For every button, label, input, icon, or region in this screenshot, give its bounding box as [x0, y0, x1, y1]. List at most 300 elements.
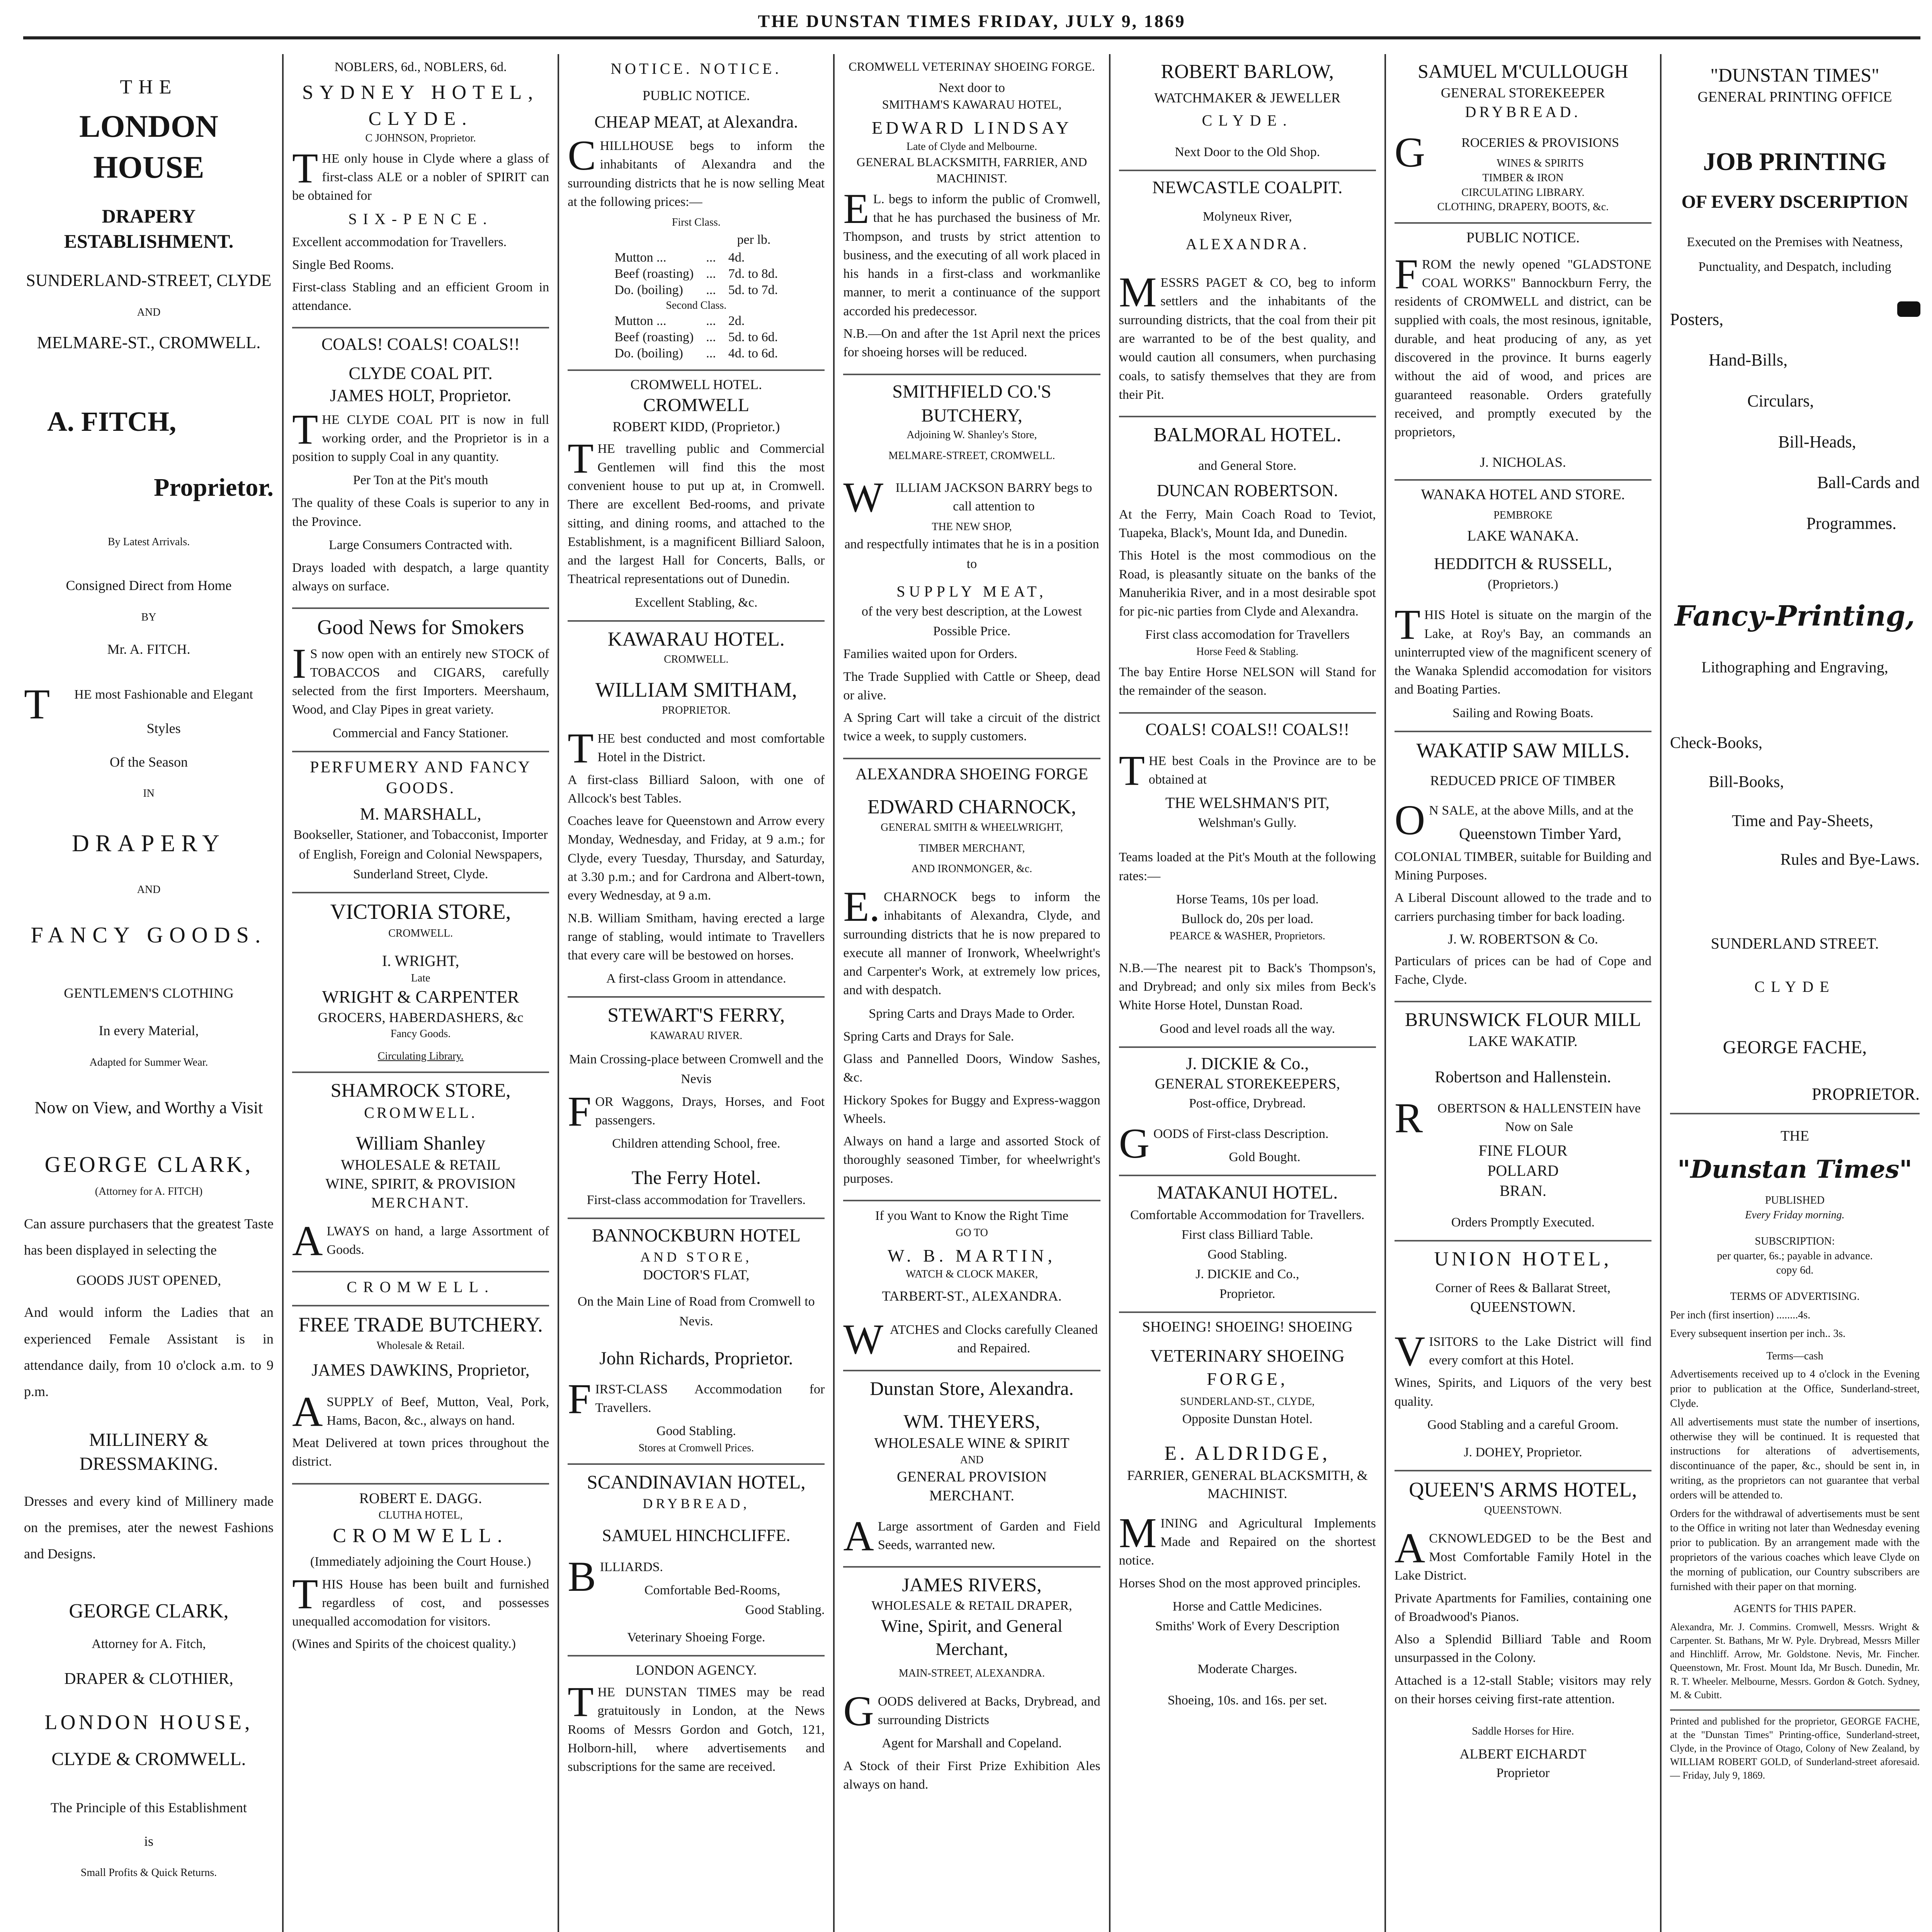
- ad-body: BILLIARDS.: [568, 1553, 663, 1600]
- ad-body: Teams loaded at the Pit's Mouth at the following rates:—: [1119, 850, 1376, 883]
- ad-body: (Wines and Spirits of the choicest quality.): [292, 1637, 516, 1651]
- ad-line: Orders Promptly Executed.: [1451, 1215, 1595, 1230]
- ad-line: TIMBER & IRON: [1482, 172, 1564, 184]
- ad-line: J. DICKIE and Co.,: [1196, 1267, 1299, 1281]
- ad-heading: EDWARD CHARNOCK,: [867, 796, 1077, 818]
- ad-heading: Dunstan Store, Alexandra.: [870, 1377, 1074, 1399]
- ad-line: PROPRIETOR.: [1811, 1084, 1920, 1104]
- ad-body: WILLIAM JACKSON BARRY begs to call attention to: [843, 473, 1092, 521]
- ad-line: Welshman's Gully.: [1198, 816, 1297, 830]
- ad-line: LAKE WANAKA.: [1467, 528, 1579, 544]
- ad-line: Proprietor.: [1219, 1286, 1276, 1301]
- ad-line: Good and level roads all the way.: [1160, 1021, 1335, 1036]
- ad-line: Queenstown Timber Yard,: [1459, 825, 1622, 842]
- welshmans-pit-ad: [1119, 714, 1376, 1048]
- ad-heading: WILLIAM SMITHAM,: [595, 678, 797, 702]
- price-dots: ...: [706, 282, 716, 297]
- price-row: [608, 266, 784, 282]
- ad-body: WATCHES and Clocks carefully Cleaned and Repaired.: [843, 1316, 1098, 1363]
- ad-line: DRAPER & CLOTHIER,: [64, 1670, 233, 1688]
- ad-heading: W. B. MARTIN,: [887, 1245, 1056, 1265]
- ad-heading: SCANDINAVIAN HOTEL,: [587, 1471, 806, 1493]
- ad-line: WATCHMAKER & JEWELLER: [1154, 90, 1341, 105]
- ad-line: Wholesale & Retail.: [376, 1339, 465, 1352]
- ad-line: AND IRONMONGER, &c.: [911, 863, 1032, 875]
- martin-watchmaker-ad: [843, 1201, 1100, 1371]
- ad-line: WATCH & CLOCK MAKER,: [905, 1268, 1038, 1281]
- ad-line: Horse Teams, 10s per load.: [1176, 892, 1319, 906]
- ad-line: Commercial and Fancy Stationer.: [332, 726, 509, 740]
- ad-heading: VETERINARY SHOEING: [1150, 1346, 1345, 1366]
- ad-line: Excellent Stabling, &c.: [635, 595, 758, 610]
- ad-line: per quarter, 6s.; payable in advance.: [1717, 1250, 1873, 1262]
- ad-body: Private Apartments for Families, containing one of Broadwood's Pianos.: [1394, 1591, 1652, 1624]
- ad-body: THE CLYDE COAL PIT is now in full working order, and the Proprietor is in a position to supply Coal in any quantity.: [292, 405, 549, 464]
- ad-body: FROM the newly opened "GLADSTONE COAL WORKS" Bannockburn Ferry, the residents of CROMWELL and district, can be supplied with coals, the most resinous, ignitable, durable, and heat producing of any, as yet discovered in the province. It burns eagerly without the aid of wood, and prices are guaranteed reasonable. Orders gratefully received, and promptly executed by the proprietors,: [1394, 250, 1652, 440]
- price-dots: ...: [706, 330, 716, 344]
- column-clyde-ads: [282, 54, 558, 1932]
- ad-heading: Good News for Smokers: [317, 616, 524, 639]
- price-value: 7d. to 8d.: [728, 266, 778, 281]
- newcastle-coalpit-ad: [1119, 171, 1376, 417]
- ad-subtitle: DRAPERY ESTABLISHMENT.: [64, 205, 234, 252]
- ad-line: Of the Season: [109, 754, 188, 770]
- ad-heading: SAMUEL HINCHCLIFFE.: [602, 1526, 791, 1545]
- ad-heading: BRUNSWICK FLOUR MILL: [1405, 1009, 1641, 1031]
- ad-line: Next door to: [939, 80, 1005, 95]
- ad-line: AND: [137, 306, 161, 318]
- mccullough-ad: [1395, 54, 1651, 224]
- ad-heading: SAMUEL M'CULLOUGH: [1418, 60, 1628, 82]
- wakatip-saw-mills-ad: [1395, 732, 1651, 1003]
- ad-line: GENERAL PRINTING OFFICE: [1697, 89, 1892, 105]
- price-item: Mutton ...: [614, 250, 667, 265]
- ad-line: MERCHANT.: [929, 1488, 1014, 1504]
- matakanui-hotel-ad: [1119, 1176, 1376, 1313]
- ad-line: Every Friday morning.: [1745, 1209, 1845, 1221]
- price-item: Do. (boiling): [614, 282, 683, 297]
- ad-line: Good Stabling.: [745, 1603, 825, 1617]
- alexandra-shoeing-forge-ad: [843, 759, 1100, 1201]
- price-row: [608, 329, 784, 345]
- ad-body: THE most Fashionable and Elegant: [24, 680, 253, 728]
- ad-heading: GEORGE CLARK,: [44, 1151, 253, 1177]
- ad-body: EL. begs to inform the public of Cromwell, that he has purchased the business of Mr. Thompson, and trusts by strict attention to business, and the executing of all work placed in his hands in a first-class and workmanlike manner, to merit a continuance of the support accorded his predecessor.: [843, 185, 1100, 318]
- clutha-hotel-ad: [292, 1485, 549, 1665]
- proprietor-name: A. FITCH,: [47, 406, 177, 437]
- ad-line: THE: [1781, 1128, 1809, 1144]
- ad-line: BRAN.: [1499, 1182, 1546, 1199]
- wanaka-hotel-ad: [1395, 481, 1651, 732]
- ad-line: First class accomodation for Travellers: [1145, 628, 1350, 642]
- ad-line: WHOLESALE & RETAIL: [341, 1156, 500, 1173]
- ad-line: WINES & SPIRITS: [1497, 157, 1584, 170]
- ad-body: THIS House has been built and furnished regardless of cost, and possesses unequalled accomodation for visitors.: [292, 1570, 549, 1629]
- ad-line: The Principle of this Establishment: [51, 1799, 247, 1815]
- ad-line: CLYDE.: [1202, 112, 1293, 129]
- ad-body: THE best Coals in the Province are to be obtained at: [1119, 747, 1376, 794]
- list-item: Posters,: [1670, 310, 1724, 329]
- ad-heading: JAMES DAWKINS, Proprietor,: [311, 1361, 530, 1380]
- ad-line: Saddle Horses for Hire.: [1472, 1725, 1574, 1738]
- ad-heading: QUEEN'S ARMS HOTEL,: [1409, 1478, 1637, 1501]
- ad-line: Horse Feed & Stabling.: [1196, 646, 1299, 658]
- ad-heading: SYDNEY HOTEL,: [302, 82, 539, 104]
- smithfield-butchery-ad: [843, 375, 1100, 759]
- list-item: Programmes.: [1806, 514, 1896, 533]
- bannockburn-hotel-ad: [568, 1219, 825, 1465]
- ad-line: Corner of Rees & Ballarat Street,: [1435, 1281, 1611, 1296]
- ad-heading: M. MARSHALL,: [360, 804, 481, 823]
- ad-line: Next Door to the Old Shop.: [1175, 145, 1320, 160]
- ad-line: SUNDERLAND-ST., CLYDE,: [1180, 1395, 1315, 1408]
- ad-line: AND: [137, 883, 161, 896]
- ad-body: ON SALE, at the above Mills, and at the: [1394, 796, 1634, 844]
- ad-line: Bullock do, 20s per load.: [1181, 912, 1314, 926]
- ad-title: JOB PRINTING: [1703, 148, 1887, 176]
- ad-heading: "DUNSTAN TIMES": [1710, 64, 1879, 86]
- ad-line: Main Crossing-place between Cromwell and the Nevis: [569, 1052, 823, 1086]
- ad-body: FIRST-CLASS Accommodation for Travellers.: [568, 1375, 825, 1422]
- ad-line: TIMBER MERCHANT,: [918, 842, 1025, 854]
- kawarau-hotel-ad: [568, 622, 825, 998]
- ad-line: Molyneux River,: [1202, 209, 1292, 224]
- ad-heading: COALS! COALS!! COALS!!: [1145, 719, 1350, 739]
- ad-line: CLUTHA HOTEL,: [378, 1509, 463, 1521]
- ad-heading: JAMES HOLT, Proprietor.: [330, 386, 512, 405]
- ad-line: C JOHNSON, Proprietor.: [365, 132, 476, 144]
- ad-body: COLONIAL TIMBER, suitable for Building and Mining Purposes.: [1394, 849, 1652, 883]
- ad-line: Moderate Charges.: [1197, 1662, 1298, 1676]
- price-dots: ...: [706, 346, 716, 361]
- ad-line: GENERAL BLACKSMITH, FARRIER, AND MACHINIST.: [856, 155, 1087, 185]
- ad-line: If you Want to Know the Right Time: [875, 1208, 1068, 1223]
- cheap-meat-ad: [568, 54, 825, 371]
- ad-line: Attorney for A. Fitch,: [92, 1637, 206, 1651]
- ad-body: N.B.—On and after the 1st April next the prices for shoeing horses will be reduced.: [843, 327, 1100, 360]
- queens-arms-hotel-ad: [1395, 1471, 1651, 1791]
- ad-line: SUNDERLAND STREET.: [1711, 935, 1879, 952]
- ad-heading: CLYDE & CROMWELL.: [51, 1749, 246, 1770]
- ad-line: MAIN-STREET, ALEXANDRA.: [898, 1667, 1045, 1679]
- price-dots: ...: [706, 266, 716, 281]
- ad-line: Styles: [146, 720, 181, 736]
- ad-line: LONDON AGENCY.: [636, 1662, 757, 1678]
- ad-line: and General Store.: [1198, 458, 1297, 473]
- ad-body: Every subsequent insertion per inch.. 3s.: [1670, 1327, 1846, 1340]
- column-alexandra-ads: [833, 54, 1109, 1932]
- ad-heading: NEWCASTLE COALPIT.: [1152, 177, 1343, 197]
- ad-line: Late: [411, 972, 430, 984]
- ad-line: Circulating Library.: [378, 1050, 464, 1062]
- dunstan-store-ad: [843, 1371, 1100, 1568]
- price-value: 5d. to 6d.: [728, 330, 778, 344]
- ad-line: of the very best description, at the Lowest Possible Price.: [861, 604, 1082, 639]
- scandinavian-hotel-ad: [568, 1465, 825, 1656]
- sydney-hotel-ad: [292, 54, 549, 328]
- ad-line: By Latest Arrivals.: [107, 536, 190, 548]
- list-item: Check-Books,: [1670, 734, 1763, 752]
- ad-line: GENERAL STOREKEEPERS,: [1155, 1075, 1340, 1092]
- ad-body: Single Bed Rooms.: [292, 257, 394, 272]
- ad-line: is: [144, 1833, 153, 1849]
- ad-line: SMITHAM'S KAWARAU HOTEL,: [882, 97, 1062, 111]
- column-printing-office: [1660, 54, 1928, 1932]
- balmoral-hotel-ad: [1119, 417, 1376, 714]
- ad-heading: J. DICKIE & Co.,: [1186, 1054, 1309, 1073]
- price-table-first: [608, 250, 784, 298]
- ad-body: At the Ferry, Main Coach Road to Teviot, Tuapeka, Black's, Mount Ida, and Dunedin.: [1119, 507, 1376, 541]
- ad-line: ROBERT E. DAGG.: [359, 1490, 482, 1507]
- ad-line: Comfortable Bed-Rooms,: [644, 1583, 781, 1598]
- price-item: Beef (roasting): [614, 330, 694, 344]
- ad-line: Now on View, and Worthy a Visit: [34, 1098, 263, 1117]
- ad-heading: DUNCAN ROBERTSON.: [1156, 481, 1338, 500]
- ad-body: Orders for the withdrawal of advertisements must be sent to the Office in writing not later than Wednesday evening prior to publication. By an arrangement made with the proprietors of the various coaches which leave Clyde on the morning of publication, our Country subscribers are furnished with their paper on that morning.: [1670, 1507, 1920, 1593]
- printing-list-2: [1670, 724, 1920, 879]
- imprint: Printed and published for the proprietor, GEORGE FACHE, at the "Dunstan Times" Printing-office, Sunderland-street, Clyde, in the Province of Otago, Colony of New Zealand, by WILLIAM ROBERT GOLD, of Sunderland-street aforesaid. — Friday, July 9, 1869.: [1670, 1709, 1920, 1782]
- ad-heading: WAKATIP SAW MILLS.: [1416, 738, 1630, 762]
- ad-body: E.CHARNOCK begs to inform the inhabitants of Alexandra, Clyde, and surrounding districts that he is now prepared to execute all manner of Ironwork, Wheelwright's and Carpenter's Work, at extremely low prices, and with despatch.: [843, 883, 1100, 998]
- ad-line: PUBLISHED: [1765, 1194, 1825, 1207]
- ad-line: CROMWELL.: [664, 653, 729, 666]
- victoria-store-ad: [292, 893, 549, 1073]
- ad-body: THE only house in Clyde where a glass of first-class ALE or a nobler of SPIRIT can be obtained for: [292, 144, 549, 203]
- price-dots: ...: [706, 250, 716, 265]
- ad-heading: ALEXANDRA SHOEING FORGE: [855, 765, 1088, 783]
- price-item: Beef (roasting): [614, 266, 694, 281]
- ad-line: THE: [120, 76, 178, 98]
- ad-line: KAWARAU RIVER.: [650, 1029, 743, 1042]
- ad-heading: GEORGE CLARK,: [69, 1600, 229, 1622]
- ad-line: Consigned Direct from Home: [66, 578, 232, 594]
- ad-line: PEMBROKE: [1493, 509, 1553, 522]
- ad-body: ACKNOWLEDGED to be the Best and Most Comfortable Family Hotel in the Lake District.: [1394, 1524, 1652, 1583]
- ad-body: IS now open with an entirely new STOCK of TOBACCOS and CIGARS, carefully selected from the first Importers. Meershaum, Wood, and Clay Pipes in great variety.: [292, 639, 549, 717]
- ad-line: SIX-PENCE.: [348, 210, 493, 228]
- ad-line: Veterinary Shoeing Forge.: [627, 1630, 765, 1645]
- ad-line: LAKE WAKATIP.: [1468, 1033, 1578, 1050]
- ad-line: SUBSCRIPTION:: [1755, 1235, 1835, 1247]
- ad-line: Good Stabling.: [1208, 1247, 1287, 1262]
- ad-line: Stores at Cromwell Prices.: [638, 1442, 754, 1454]
- ad-line: THE WELSHMAN'S PIT,: [1165, 794, 1330, 812]
- ad-line: CROMWELL.: [347, 1278, 495, 1296]
- ad-heading: GEORGE FACHE,: [1723, 1037, 1867, 1058]
- price-item: Mutton ...: [614, 313, 667, 328]
- ad-line: and respectfully intimates that he is in a position to: [844, 537, 1099, 571]
- price-row: [608, 250, 784, 266]
- proprietor-label: Proprietor.: [154, 473, 274, 502]
- list-item: Bill-Heads,: [1778, 432, 1856, 451]
- ad-heading: FREE TRADE BUTCHERY.: [298, 1313, 543, 1337]
- ad-body: THE travelling public and Commercial Gentlemen will find this the most convenient house to put up at, in Cromwell. There are excellent Bed-rooms, and private sitting, and dining rooms, and attached to the Establishment, is a magnificent Billiard Saloon, and the largest Hall for Concerts, Balls, or Theatrical representations out of Dunedin.: [568, 434, 825, 587]
- london-house-ad: [24, 54, 274, 1888]
- ad-body: Advertisements received up to 4 o'clock in the Evening prior to publication at the Office, Sunderland-street, Clyde.: [1670, 1368, 1920, 1410]
- stewarts-ferry-ad: [568, 998, 825, 1219]
- ad-line: J. NICHOLAS.: [1480, 454, 1566, 470]
- ad-heading: SUPPLY MEAT,: [896, 583, 1047, 600]
- printing-list: [1670, 299, 1920, 544]
- ad-heading: CROMWELL: [643, 395, 750, 416]
- ad-line: Gold Bought.: [1229, 1150, 1301, 1165]
- ad-title: Fancy-Printing,: [1675, 599, 1915, 633]
- ad-line: SUNDERLAND-STREET, CLYDE: [26, 270, 272, 290]
- ad-line: Terms—cash: [1766, 1350, 1823, 1362]
- price-value: 4d.: [728, 250, 745, 265]
- ad-line: copy 6d.: [1776, 1264, 1814, 1277]
- ad-heading: John Richards, Proprietor.: [599, 1348, 793, 1369]
- ad-line: AGENTS for THIS PAPER.: [1733, 1603, 1856, 1615]
- ad-heading: HEDDITCH & RUSSELL,: [1434, 555, 1612, 573]
- price-row: [608, 313, 784, 329]
- ad-heading: Robertson and Hallenstein.: [1435, 1068, 1611, 1086]
- ad-line: Bookseller, Stationer, and Tobacconist, Importer of English, Foreign and Colonial Newspapers,: [293, 828, 548, 862]
- ad-line: Large Consumers Contracted with.: [328, 537, 513, 552]
- running-header: THE DUNSTAN TIMES FRIDAY, JULY 9, 1869: [23, 5, 1920, 39]
- ad-line: Good Stabling and a careful Groom.: [1427, 1417, 1619, 1432]
- ad-line: SHOEING! SHOEING! SHOEING: [1142, 1318, 1353, 1335]
- ad-line: Second Class.: [666, 299, 727, 311]
- ad-line: AND: [960, 1454, 984, 1466]
- ad-heading: William Shanley: [355, 1132, 486, 1154]
- ad-title: "Dunstan Times": [1677, 1155, 1912, 1184]
- ad-heading: BALMORAL HOTEL.: [1153, 424, 1342, 446]
- ad-line: Agent for Marshall and Copeland.: [882, 1736, 1062, 1751]
- ad-heading: DRAPERY: [71, 830, 226, 857]
- gladstone-coal-ad: [1395, 224, 1651, 481]
- ad-line: In every Material,: [99, 1022, 199, 1038]
- ad-body: N.B.—The nearest pit to Back's Thompson's, and Drybread; and only six miles from Beck's White Horse Hotel, Dunstan Road.: [1119, 961, 1376, 1013]
- ad-heading: UNION HOTEL,: [1434, 1248, 1612, 1270]
- ad-body: This Hotel is the most commodious on the Road, is pleasantly situate on the banks of the Manuherikia River, and in a most desirable spot for pic-nic parties from Clyde and Alexandra.: [1119, 548, 1376, 619]
- clyde-coal-pit-ad: [292, 328, 549, 609]
- ad-body: All advertisements must state the number of insertions, otherwise they will be continued. It is requested that instructions for alterations of advertisements, discontinuance of the paper, &c., should be sent in, in writing, as the proprietors can not guarantee that verbal orders will be attended to.: [1670, 1416, 1920, 1501]
- ad-body: Particulars of prices can be had of Cope and Fache, Clyde.: [1394, 954, 1652, 987]
- ad-line: NOBLERS, 6d., NOBLERS, 6d.: [334, 60, 507, 74]
- ad-line: Adapted for Summer Wear.: [89, 1056, 208, 1068]
- ad-line: PUBLIC NOTICE.: [642, 88, 750, 103]
- ad-line: BY: [141, 611, 156, 623]
- ad-line: MELMARE-ST., CROMWELL.: [37, 333, 261, 352]
- list-item: Time and Pay-Sheets,: [1732, 812, 1873, 830]
- shamrock-store-ad: [292, 1073, 549, 1273]
- ad-title: LONDON HOUSE: [79, 108, 218, 185]
- free-trade-butchery-ad: [292, 1306, 549, 1484]
- ad-body: Drays loaded with despatch, a large quantity always on surface.: [292, 560, 549, 594]
- price-row: [608, 282, 784, 298]
- ad-body: Glass and Pannelled Doors, Window Sashes, &c.: [843, 1052, 1100, 1085]
- ad-line: Late of Clyde and Melbourne.: [906, 141, 1037, 153]
- ad-line: Post-office, Drybread.: [1189, 1096, 1306, 1111]
- ad-line: Per Ton at the Pit's mouth: [353, 473, 488, 488]
- ad-line: CIRCULATING LIBRARY.: [1461, 186, 1585, 199]
- ad-body: ALarge assortment of Garden and Field Seeds, warranted new.: [843, 1512, 1100, 1560]
- list-item: Circulars,: [1747, 391, 1814, 410]
- ad-heading: MATAKANUI HOTEL.: [1157, 1182, 1338, 1203]
- ad-body: Dresses and every kind of Millinery made on the premises, ater the newest Fashions and Designs.: [24, 1493, 274, 1562]
- ad-body: First-class Stabling and an efficient Groom in attendance.: [292, 280, 549, 313]
- smokers-ad: [292, 609, 549, 752]
- union-hotel-ad: [1395, 1242, 1651, 1471]
- ad-line: Fancy Goods.: [390, 1028, 451, 1040]
- ad-line: GO TO: [956, 1226, 988, 1239]
- ad-line: Small Profits & Quick Returns.: [80, 1867, 217, 1879]
- ad-heading: SMITHFIELD CO.'S BUTCHERY,: [892, 381, 1051, 426]
- printing-office-ad: [1670, 54, 1920, 1114]
- ad-body: MINING and Agricultural Implements Made and Repaired on the shortest notice.: [1119, 1509, 1376, 1568]
- ad-line: THE NEW SHOP,: [932, 521, 1012, 533]
- ad-body: ASUPPLY of Beef, Mutton, Veal, Pork, Hams, Bacon, &c., always on hand.: [292, 1388, 549, 1435]
- ad-line: GENERAL STOREKEEPER: [1440, 85, 1605, 100]
- ad-heading: CROMWELL.: [333, 1524, 509, 1547]
- ad-line: WINE, SPIRIT, & PROVISION: [325, 1176, 516, 1192]
- ad-line: NOTICE. NOTICE.: [611, 60, 782, 77]
- price-value: 4d. to 6d.: [728, 346, 778, 361]
- column-coal-hotels: [1109, 54, 1384, 1932]
- dunstan-times-terms: [1670, 1114, 1920, 1794]
- ad-line: GENTLEMEN'S CLOTHING: [64, 985, 234, 1001]
- ad-line: ALBERT EICHARDT: [1459, 1746, 1587, 1762]
- ad-heading: COALS! COALS! COALS!!: [321, 335, 520, 354]
- ad-line: Sunderland Street, Clyde.: [353, 867, 488, 882]
- ad-line: MELMARE-STREET, CROMWELL.: [888, 450, 1055, 462]
- ad-body: Attached is a 12-stall Stable; visitors may rely on their horses ceiving first-rate attention.: [1394, 1673, 1652, 1706]
- ad-line: WHOLESALE WINE & SPIRIT: [874, 1435, 1070, 1451]
- ad-body: Can assure purchasers that the greatest Taste has been displayed in selecting the: [24, 1216, 274, 1258]
- ad-heading: LONDON HOUSE,: [44, 1711, 253, 1734]
- ad-line: Proprietor: [1496, 1765, 1550, 1780]
- marshall-ad: [292, 752, 549, 893]
- james-rivers-ad: [843, 1568, 1100, 1806]
- price-dots: ...: [706, 313, 716, 328]
- ad-body: ALWAYS on hand, a large Assortment of Goods.: [292, 1217, 549, 1264]
- ad-heading: FANCY GOODS.: [31, 922, 267, 947]
- ad-body: Per inch (first insertion) ........4s.: [1670, 1309, 1811, 1321]
- ad-line: Opposite Dunstan Hotel.: [1182, 1412, 1313, 1426]
- ad-line: First Class.: [672, 216, 721, 229]
- ad-line: J. W. ROBERTSON & Co.: [1447, 931, 1598, 947]
- ad-line: Spring Carts and Drays Made to Order.: [869, 1006, 1075, 1021]
- ad-line: QUEENSTOWN.: [1484, 1504, 1562, 1516]
- ad-line: DOCTOR'S FLAT,: [643, 1267, 750, 1283]
- ad-line: First class Billiard Table.: [1181, 1227, 1313, 1242]
- ad-body: Alexandra, Mr. J. Commins. Cromwell, Messrs. Wright & Carpenter. St. Bathans, Mr W. Pyle. Drybread, Messrs Miller and Hinchliff. Arrow, Mr. Goldstone. Nevis, Mr. Fincher. Queenstown, Mr. Frost. Mount Ida, Mr Busch. Dunedin, Mr. R. T. Wheeler. Melbourne, Messrs. Gordon & Gotch. Sydney, M. & Cubitt.: [1670, 1621, 1920, 1701]
- ad-body: The quality of these Coals is superior to any in the Province.: [292, 496, 549, 529]
- ad-heading: PERFUMERY AND FANCY GOODS.: [310, 758, 532, 798]
- ad-heading: OF EVERY DSCERIPTION: [1681, 192, 1908, 213]
- ad-body: Excellent accommodation for Travellers.: [292, 235, 507, 250]
- price-item: Do. (boiling): [614, 346, 683, 361]
- ad-body: The Trade Supplied with Cattle or Sheep, dead or alive.: [843, 669, 1100, 702]
- clyde-shoeing-forge-ad: [1119, 1313, 1376, 1718]
- ad-line: A first-class Groom in attendance.: [606, 971, 786, 986]
- ad-line: Mr. A. FITCH.: [107, 641, 190, 657]
- cromwell-hotel-ad: [568, 371, 825, 622]
- ad-line: TERMS OF ADVERTISING.: [1730, 1291, 1860, 1303]
- ad-heading: WM. THEYERS,: [903, 1410, 1040, 1432]
- ad-line: POLLARD: [1487, 1162, 1559, 1179]
- ad-body: Meat Delivered at town prices throughout the district.: [292, 1436, 549, 1469]
- ad-line: Children attending School, free.: [612, 1136, 781, 1151]
- dickie-ad: [1119, 1048, 1376, 1177]
- ad-heading: MILLINERY & DRESSMAKING.: [79, 1429, 218, 1475]
- ad-line: PROPRIETOR.: [662, 704, 731, 717]
- ad-heading: BANNOCKBURN HOTEL: [592, 1225, 801, 1246]
- ad-body: ROBERTSON & HALLENSTEIN have Now on Sale: [1394, 1094, 1641, 1142]
- ad-body: Spring Carts and Drays for Sale.: [843, 1029, 1014, 1044]
- ad-line: DRYBREAD,: [643, 1495, 750, 1511]
